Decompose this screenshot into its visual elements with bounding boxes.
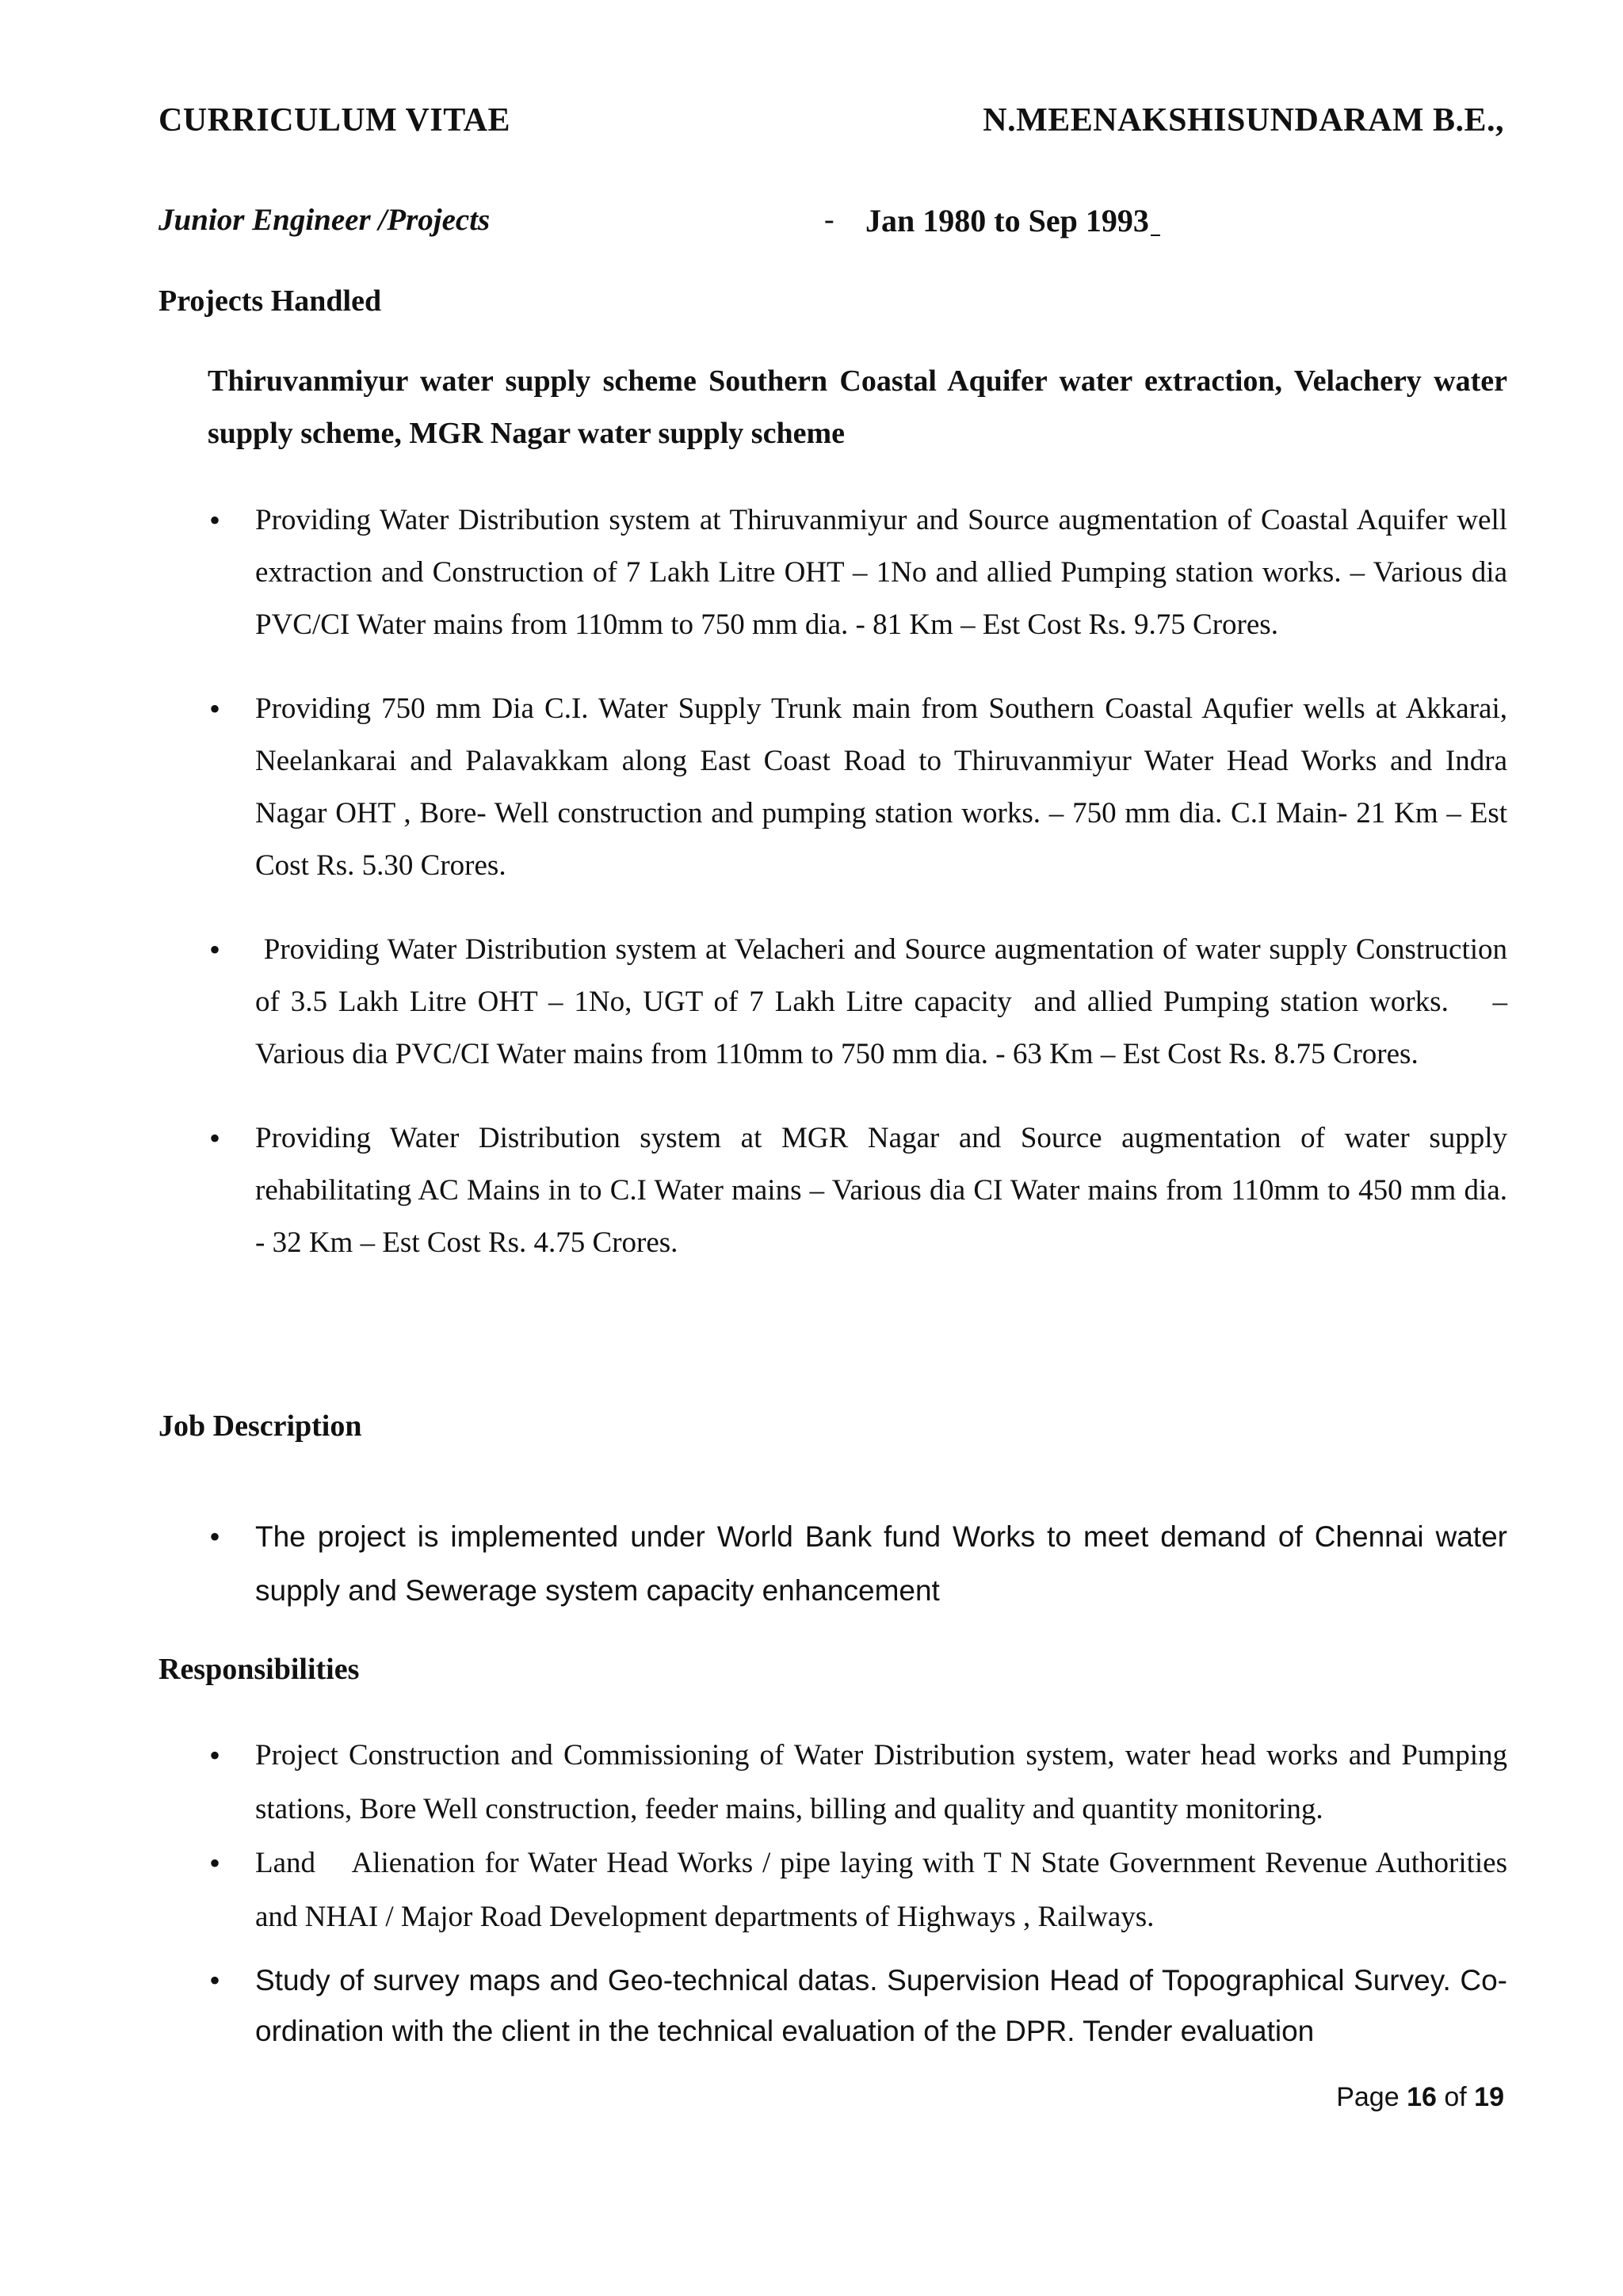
bullet-icon: •	[209, 1519, 221, 1554]
responsibilities-list-continued	[208, 1955, 1507, 2057]
list-item-text: Providing 750 mm Dia C.I. Water Supply Trunk main from Southern Coastal Aqufier wells at Akkarai, Neelankarai and Palavakkam along East Coast Road to Thiruvanmiyur Water Head Works and Indra Nagar OHT , Bore- Well construction and pumping station works. – 750 mm dia. C.I Main- 21 Km – Est Cost Rs. 5.30 Crores.	[255, 692, 1507, 882]
projects-heading: Projects Handled	[158, 284, 382, 318]
list-item	[208, 1836, 1515, 1944]
bullet-icon: •	[209, 932, 221, 967]
bullet-icon: •	[209, 502, 221, 538]
candidate-name: N.MEENAKSHISUNDARAM B.E.,	[983, 102, 1504, 139]
role-title: Junior Engineer /Projects	[158, 203, 491, 237]
role-dash: -	[824, 203, 834, 236]
job-description-list	[208, 1510, 1507, 1618]
current-page: 16	[1407, 2082, 1437, 2112]
list-item-text: Providing Water Distribution system at Thiruvanmiyur and Source augmentation of Coastal Aquifer well extraction and Construction of 7 Lakh Litre OHT – 1No and allied Pumping station works. – Various dia PVC/CI Water mains from 110mm to 750 mm dia. - 81 Km – Est Cost Rs. 9.75 Crores.	[255, 504, 1507, 641]
bullet-icon: •	[209, 1845, 221, 1881]
list-item	[208, 1112, 1507, 1269]
projects-summary: Thiruvanmiyur water supply scheme Southern Coastal Aquifer water extraction, Velachery water supply scheme, MGR Nagar water supply scheme	[208, 364, 1507, 450]
page-word: Page	[1336, 2082, 1400, 2112]
role-line	[158, 202, 1506, 250]
responsibilities-heading: Responsibilities	[158, 1653, 360, 1686]
list-item-text: Providing Water Distribution system at MGR Nagar and Source augmentation of water supply rehabilitating AC Mains in to C.I Water mains – Various dia CI Water mains from 110mm to 450 mm dia. - 32 Km – Est Cost Rs. 4.75 Crores.	[255, 1122, 1507, 1259]
total-pages: 19	[1474, 2082, 1504, 2112]
list-item	[208, 1729, 1507, 1836]
bullet-icon: •	[209, 1737, 221, 1773]
list-item-text: Providing Water Distribution system at Velacheri and Source augmentation of water supply Construction of 3.5 Lakh Litre OHT – 1No, UGT of 7 Lakh Litre capacity and allied Pumping station works. – Various dia PVC/CI Water mains from 110mm to 750 mm dia. - 63 Km – Est Cost Rs. 8.75 Crores.	[255, 933, 1515, 1070]
list-item	[208, 1510, 1507, 1618]
page-number	[1336, 2082, 1504, 2113]
bullet-icon: •	[209, 691, 221, 727]
bullet-icon: •	[209, 1120, 221, 1156]
responsibilities-list	[208, 1729, 1515, 1944]
list-item-text: Project Construction and Commissioning of Water Distribution system, water head works and Pumping stations, Bore Well construction, feeder mains, billing and quality and quantity monitoring.	[255, 1739, 1507, 1825]
list-item-text: Study of survey maps and Geo-technical datas. Supervision Head of Topographical Survey. Co-ordination with the client in the technical evaluation of the DPR. Tender evaluation	[255, 1964, 1507, 2047]
list-item	[208, 924, 1515, 1081]
list-item	[208, 494, 1507, 651]
job-description-heading: Job Description	[158, 1409, 362, 1443]
list-item-text: Land Alienation for Water Head Works / pipe laying with T N State Government Revenue Authorities and NHAI / Major Road Development departments of Highways , Railways.	[255, 1847, 1515, 1933]
of-word: of	[1444, 2082, 1467, 2112]
page-header	[158, 101, 1504, 149]
document-title: CURRICULUM VITAE	[158, 102, 510, 139]
list-item	[208, 683, 1507, 892]
list-item	[208, 1955, 1507, 2057]
role-dates: Jan 1980 to Sep 1993	[865, 203, 1149, 238]
bullet-icon: •	[209, 1962, 221, 1998]
projects-list	[208, 494, 1515, 1269]
list-item-text: The project is implemented under World Bank fund Works to meet demand of Chennai water supply and Sewerage system capacity enhancement	[255, 1520, 1507, 1607]
